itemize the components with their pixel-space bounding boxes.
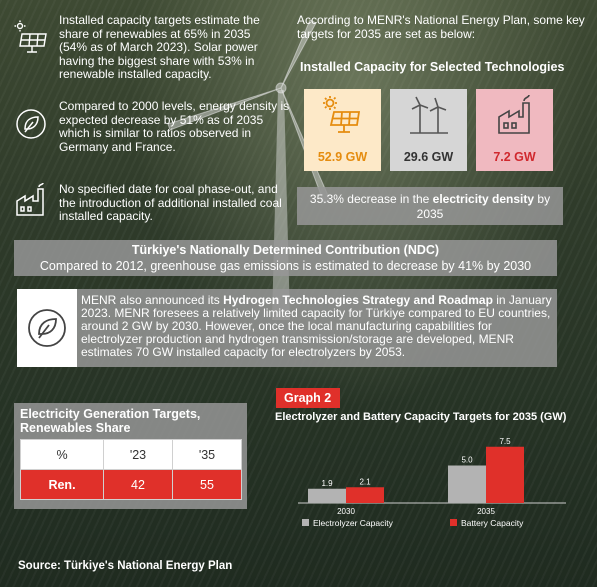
power-plant-icon	[495, 95, 535, 135]
solar-panel-icon	[14, 20, 48, 54]
table-row-label: Ren.	[21, 470, 104, 500]
density-bold: electricity density	[432, 192, 535, 206]
density-prefix: 35.3% decrease in the	[309, 192, 433, 206]
hydrogen-post: in January 2023. MENR foresees a relatively limited capacity for Türkiye compared to EU countries, around 2 GW by 2030. However, once the local manufacturing capabilities for electrolyzer production and hydrogen transmission/storage are developed, MENR estimates 70 GW installed capacity for electrolyzers by 2053.	[81, 293, 552, 359]
density-suffix: by 2035	[416, 192, 551, 221]
chart-legend-swatch	[302, 519, 309, 526]
renewables-table	[20, 439, 242, 500]
chart-data-label: 7.5	[499, 436, 511, 446]
chart-bar	[308, 489, 346, 503]
hydrogen-panel	[77, 289, 557, 367]
coal-capacity-card	[476, 89, 553, 171]
graph-title: Electrolyzer and Battery Capacity Targets for 2035 (GW)	[275, 411, 567, 423]
table-title: Electricity Generation Targets, Renewables Share	[20, 407, 201, 435]
hydrogen-icon-tile	[17, 289, 77, 367]
capacity-bar-chart	[270, 428, 590, 538]
solar-capacity-card	[304, 89, 381, 171]
chart-category-label: 2030	[337, 507, 355, 516]
chart-data-label: 2.1	[359, 477, 371, 487]
table-header-cell: '35	[173, 440, 242, 470]
ndc-banner	[14, 240, 557, 276]
wind-turbine-icon	[408, 95, 450, 135]
installed-capacity-title: Installed Capacity for Selected Technologies	[300, 60, 565, 74]
eco-energy-icon	[25, 306, 69, 350]
graph-badge: Graph 2	[276, 388, 340, 408]
chart-data-label: 1.9	[321, 478, 333, 488]
chart-category-label: 2035	[477, 507, 495, 516]
electricity-density-box	[297, 187, 563, 225]
chart-legend-label: Battery Capacity	[461, 518, 524, 528]
ndc-text: Compared to 2012, greenhouse gas emissions is estimated to decrease by 41% by 2030	[39, 259, 532, 273]
ndc-title: Türkiye's Nationally Determined Contribution (NDC)	[131, 243, 440, 257]
wind-capacity-card	[390, 89, 467, 171]
energy-plan-intro: According to MENR's National Energy Plan, some key targets for 2035 are set as below:	[297, 13, 585, 41]
chart-bar	[346, 487, 384, 503]
chart-legend-swatch	[450, 519, 457, 526]
table-cell: 42	[104, 470, 173, 500]
solar-capacity-value: 52.9 GW	[317, 150, 368, 164]
hydrogen-pre: MENR also announced its	[81, 293, 224, 307]
coal-phaseout-text: No specified date for coal phase-out, and the introduction of additional installed coal installed capacity.	[59, 182, 282, 223]
renewables-table-panel	[14, 403, 247, 509]
chart-bar	[486, 447, 524, 503]
wind-capacity-value: 29.6 GW	[403, 150, 454, 164]
table-header-row	[21, 440, 242, 470]
solar-panel-icon	[322, 95, 362, 135]
table-row	[21, 470, 242, 500]
coal-capacity-value: 7.2 GW	[493, 150, 536, 164]
table-header-cell: '23	[104, 440, 173, 470]
energy-density-text: Compared to 2000 levels, energy density is expected decrease by 51% as of 2035 which is similar to ratios observed in Germany and France.	[59, 99, 290, 154]
chart-bar	[448, 466, 486, 504]
hydrogen-bold: Hydrogen Technologies Strategy and Roadmap	[223, 293, 493, 307]
chart-legend-label: Electrolyzer Capacity	[313, 518, 393, 528]
eco-energy-icon	[14, 107, 48, 141]
table-header-cell: %	[21, 440, 104, 470]
chart-data-label: 5.0	[461, 455, 473, 465]
coal-plant-icon	[14, 183, 48, 217]
capacity-target-text: Installed capacity targets estimate the share of renewables at 65% in 2035 (54% as of March 2023). Solar power having the biggest share with 53% in renewable installed capacity.	[59, 13, 260, 81]
source-text: Source: Türkiye's National Energy Plan	[18, 560, 233, 572]
table-cell: 55	[173, 470, 242, 500]
